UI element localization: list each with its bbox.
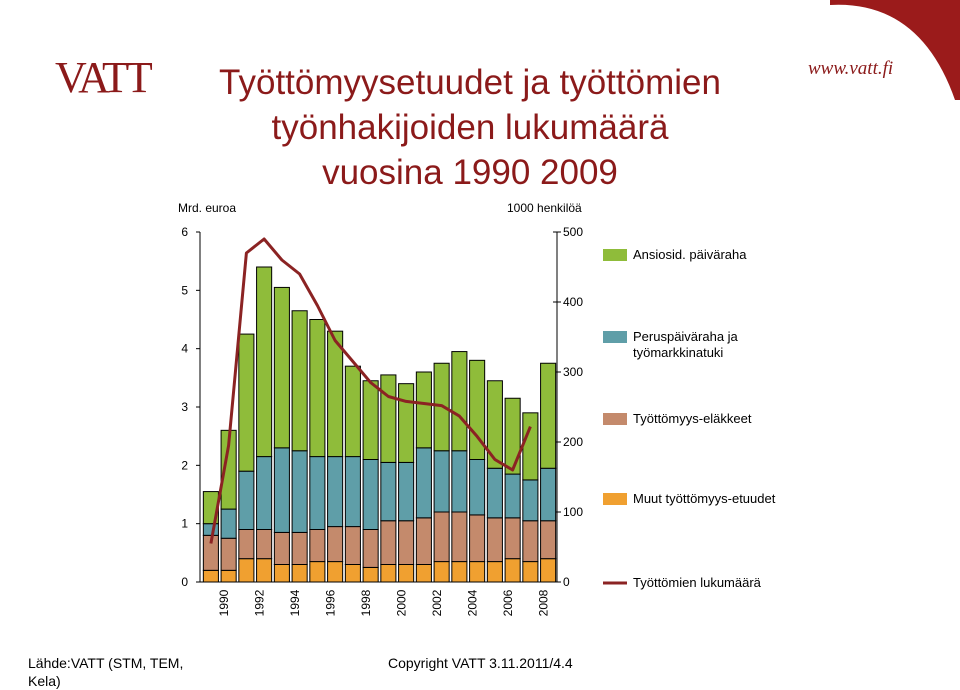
bar-segment (381, 375, 396, 463)
left-tick-label: 0 (181, 575, 188, 589)
bar-segment (434, 562, 449, 582)
bar-segment (523, 521, 538, 562)
bar-segment (452, 512, 467, 562)
source-line-2: Kela) (28, 673, 61, 689)
bar-segment (381, 565, 396, 583)
legend-label: Työttömien lukumäärä (633, 575, 761, 590)
bar-segment (257, 457, 272, 530)
bar-segment (505, 559, 520, 582)
legend-swatch (603, 249, 627, 261)
x-tick-label: 2000 (394, 589, 409, 617)
bar-segment (274, 287, 289, 447)
x-tick-label: 2002 (429, 589, 444, 617)
bar-segment (257, 530, 272, 559)
right-tick-label: 200 (563, 435, 584, 449)
bar-segment (487, 518, 502, 562)
bar-segment (523, 413, 538, 480)
bar-segment (328, 527, 343, 562)
x-tick-label: 1996 (323, 589, 338, 617)
bar-segment (470, 460, 485, 515)
title-line-1: Työttömyysetuudet ja työttömien (219, 63, 721, 102)
bar-segment (221, 538, 236, 570)
bar-segment (345, 366, 360, 456)
left-tick-label: 5 (181, 283, 188, 298)
source-note (28, 654, 183, 690)
x-tick-label: 2004 (465, 589, 480, 617)
bar-segment (257, 267, 272, 457)
website-label: www.vatt.fi (808, 58, 894, 79)
bar-segment (257, 559, 272, 582)
left-tick-label: 2 (181, 458, 188, 473)
left-axis-unit: Mrd. euroa (178, 201, 237, 215)
bar-segment (239, 471, 254, 529)
bar-segment (239, 530, 254, 559)
bar-segment (452, 562, 467, 582)
bar-segment (452, 352, 467, 451)
bar-segment (399, 521, 414, 565)
title-line-2: työnhakijoiden lukumäärä (271, 108, 669, 147)
right-tick-label: 300 (563, 365, 584, 379)
bar-segment (470, 515, 485, 562)
bar-segment (416, 448, 431, 518)
bar-segment (221, 509, 236, 538)
x-tick-label: 1994 (287, 589, 302, 617)
bar-segment (292, 311, 307, 451)
bar-segment (292, 532, 307, 564)
bar-segment (328, 331, 343, 456)
bar-segment (523, 562, 538, 582)
copyright-note: Copyright VATT 3.11.2011/4.4 (388, 655, 573, 671)
bar-segment (541, 363, 556, 468)
bar-segment (345, 457, 360, 527)
bar-segment (416, 372, 431, 448)
bar-segment (363, 530, 378, 568)
bar-segment (310, 530, 325, 562)
bar-segment (310, 320, 325, 457)
bar-segment (381, 521, 396, 565)
legend-swatch (603, 493, 627, 505)
bar-segment (487, 562, 502, 582)
bar-segment (328, 457, 343, 527)
right-tick-label: 400 (563, 295, 584, 309)
bar-segment (203, 570, 218, 582)
bar-segment (310, 562, 325, 582)
bar-segment (203, 524, 218, 536)
bar-segment (505, 398, 520, 474)
source-line-1: Lähde:VATT (STM, TEM, (28, 655, 184, 671)
x-tick-label: 1998 (358, 589, 373, 617)
bar-segment (239, 334, 254, 471)
bar-segment (239, 559, 254, 582)
bar-segment (434, 512, 449, 562)
x-tick-label: 1990 (216, 589, 231, 617)
legend-swatch (603, 413, 627, 425)
bar-segment (274, 532, 289, 564)
bar-segment (487, 468, 502, 518)
bar-segment (541, 521, 556, 559)
bar-segment (345, 565, 360, 583)
bar-segment (505, 518, 520, 559)
right-tick-label: 0 (563, 575, 570, 589)
x-tick-label: 1992 (252, 589, 267, 617)
bar-segment (505, 474, 520, 518)
bar-segment (523, 480, 538, 521)
bar-segment (399, 384, 414, 463)
bar-segment (221, 570, 236, 582)
bar-segment (274, 448, 289, 533)
left-tick-label: 3 (181, 400, 188, 414)
x-tick-label: 2006 (500, 589, 515, 617)
bar-segment (363, 567, 378, 582)
bar-segment (452, 451, 467, 512)
bar-segment (541, 559, 556, 582)
bar-segment (292, 451, 307, 533)
bar-segment (416, 518, 431, 565)
bar-segment (310, 457, 325, 530)
bar-segment (487, 381, 502, 469)
bar-segment (363, 381, 378, 460)
bar-segment (416, 565, 431, 583)
legend-label: Peruspäiväraha ja työmarkkinatuki (633, 329, 738, 360)
bar-segment (434, 451, 449, 512)
right-tick-label: 100 (563, 505, 584, 519)
right-tick-label: 500 (563, 225, 584, 239)
vatt-logo: VATT (55, 53, 150, 102)
bar-segment (363, 460, 378, 530)
bar-segment (274, 565, 289, 583)
bar-segment (541, 468, 556, 521)
title-line-3: vuosina 1990 2009 (322, 153, 618, 192)
legend-label: Ansiosid. päiväraha (633, 247, 747, 262)
bar-segment (470, 562, 485, 582)
bar-segment (345, 527, 360, 565)
bar-segment (399, 565, 414, 583)
legend-label: Muut työttömyys-etuudet (633, 491, 776, 506)
left-tick-label: 4 (181, 341, 188, 356)
left-tick-label: 6 (181, 225, 188, 239)
bar-segment (399, 462, 414, 520)
right-axis-unit: 1000 henkilöä (507, 201, 582, 215)
left-tick-label: 1 (181, 516, 188, 531)
x-tick-label: 2008 (536, 589, 551, 617)
bar-segment (292, 565, 307, 583)
bar-segment (328, 562, 343, 582)
bar-segment (381, 462, 396, 520)
legend-swatch (603, 331, 627, 343)
legend-label: Työttömyys-eläkkeet (633, 411, 752, 426)
